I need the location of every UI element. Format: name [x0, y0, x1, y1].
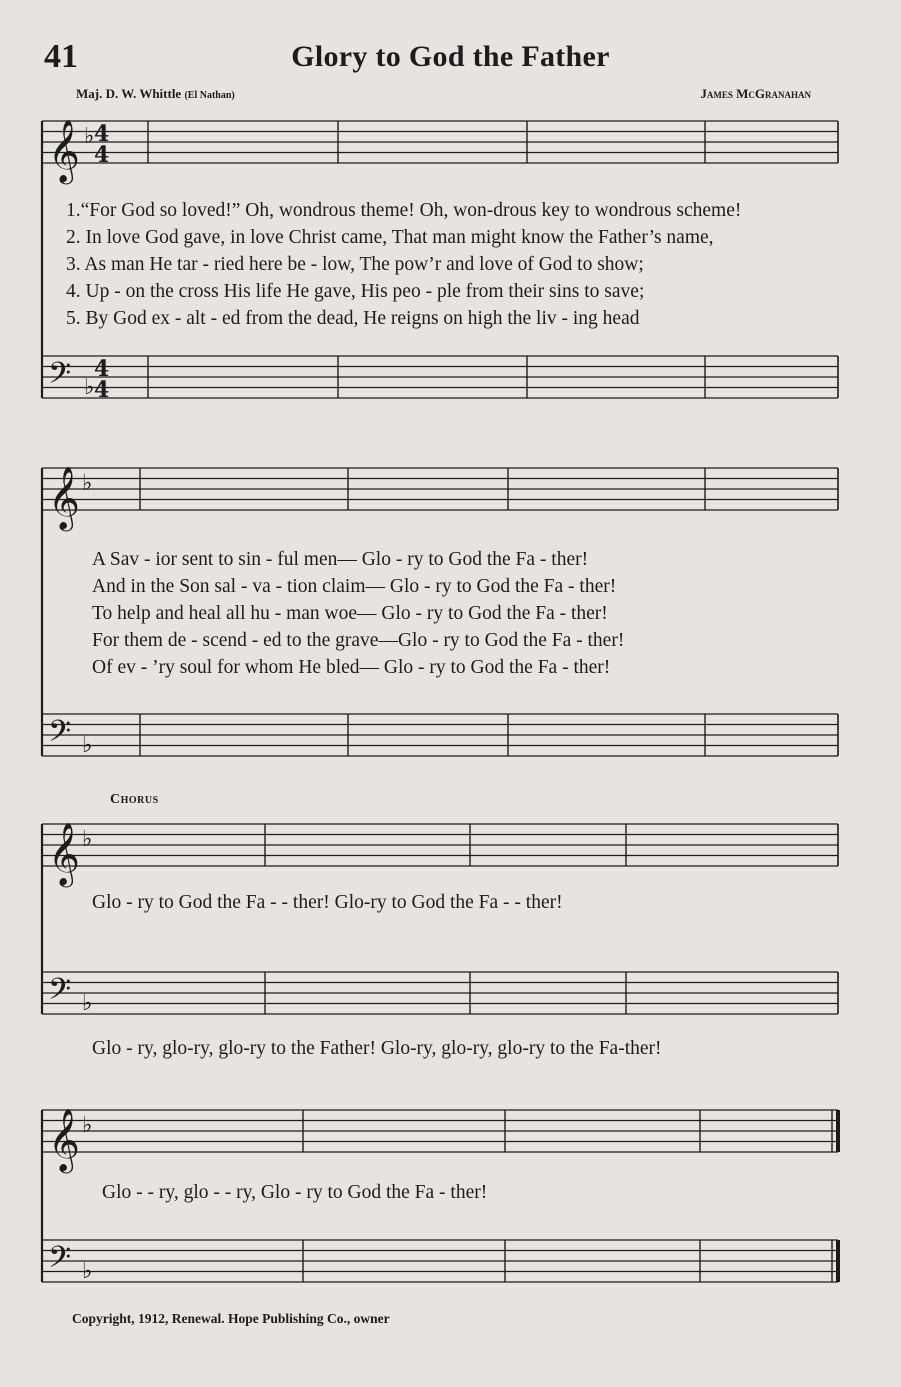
- flat-icon: ♭: [82, 991, 93, 1016]
- verse-5-line-1: 5. By God ex - alt - ed from the dead, He reigns on high the liv - ing head: [66, 308, 640, 329]
- bass-clef-icon: 𝄢: [48, 715, 72, 756]
- flat-icon: ♭: [82, 471, 93, 496]
- treble-clef-icon: 𝄞: [48, 1108, 80, 1171]
- treble-clef-icon: 𝄞: [48, 466, 80, 529]
- verse-3-line-2: To help and heal all hu - man woe— Glo - ry to God the Fa - ther!: [92, 603, 608, 624]
- treble-clef-icon: 𝄞: [48, 119, 80, 182]
- bass-clef-icon: 𝄢: [48, 357, 72, 398]
- flat-icon: ♭: [84, 375, 95, 400]
- verse-5-line-2: Of ev - ’ry soul for whom He bled— Glo - ry to God the Fa - ther!: [92, 657, 611, 678]
- time-signature: 4: [94, 356, 110, 382]
- verse-4-line-2: For them de - scend - ed to the grave—Glo - ry to God the Fa - ther!: [92, 630, 625, 651]
- chorus-final-lyrics: Glo - - ry, glo - - ry, Glo - ry to God the Fa - ther!: [102, 1182, 488, 1203]
- time-signature: 4: [94, 377, 110, 403]
- treble-clef-icon: 𝄞: [48, 822, 80, 885]
- flat-icon: ♭: [82, 733, 93, 758]
- treble-staff: [42, 119, 838, 185]
- chorus-bass-lyrics: Glo - ry, glo-ry, glo-ry to the Father! Glo-ry, glo-ry, glo-ry to the Fa-ther!: [92, 1038, 662, 1059]
- chorus-treble-lyrics: Glo - ry to God the Fa - - ther! Glo-ry to God the Fa - - ther!: [92, 892, 563, 913]
- bass-staff: [42, 356, 838, 403]
- bass-staff: [42, 1240, 838, 1284]
- time-signature: 4: [94, 121, 110, 147]
- author-credit: [76, 86, 235, 102]
- verse-2-line-2: And in the Son sal - va - tion claim— Glo - ry to God the Fa - ther!: [92, 576, 617, 597]
- bass-clef-icon: 𝄢: [48, 973, 72, 1014]
- verse-1-line-1: 1.“For God so loved!” Oh, wondrous theme! Oh, won-drous key to wondrous scheme!: [66, 200, 742, 221]
- time-signature: 4: [94, 142, 110, 168]
- flat-icon: ♭: [82, 1113, 93, 1138]
- bass-clef-icon: 𝄢: [48, 1241, 72, 1282]
- hymn-number: 41: [44, 38, 78, 75]
- treble-staff: [42, 1108, 838, 1174]
- composer-credit: James McGranahan: [700, 86, 811, 101]
- bass-staff: [42, 972, 838, 1016]
- verse-4-line-1: 4. Up - on the cross His life He gave, His peo - ple from their sins to save;: [66, 281, 645, 302]
- flat-icon: ♭: [84, 124, 95, 149]
- bass-staff: [42, 714, 838, 758]
- author-name: Maj. D. W. Whittle: [76, 86, 182, 101]
- treble-staff: [42, 466, 838, 532]
- hymn-title: Glory to God the Father: [291, 40, 610, 73]
- verse-3-line-1: 3. As man He tar - ried here be - low, The pow’r and love of God to show;: [66, 254, 644, 275]
- verse-2-line-1: 2. In love God gave, in love Christ came, That man might know the Father’s name,: [66, 227, 714, 248]
- treble-staff: [42, 822, 838, 888]
- author-alias: (El Nathan): [184, 90, 235, 101]
- copyright-notice: Copyright, 1912, Renewal. Hope Publishing Co., owner: [72, 1311, 390, 1326]
- chorus-label: Chorus: [110, 792, 159, 807]
- verse-1-line-2: A Sav - ior sent to sin - ful men— Glo - ry to God the Fa - ther!: [92, 549, 589, 570]
- flat-icon: ♭: [82, 1259, 93, 1284]
- flat-icon: ♭: [82, 827, 93, 852]
